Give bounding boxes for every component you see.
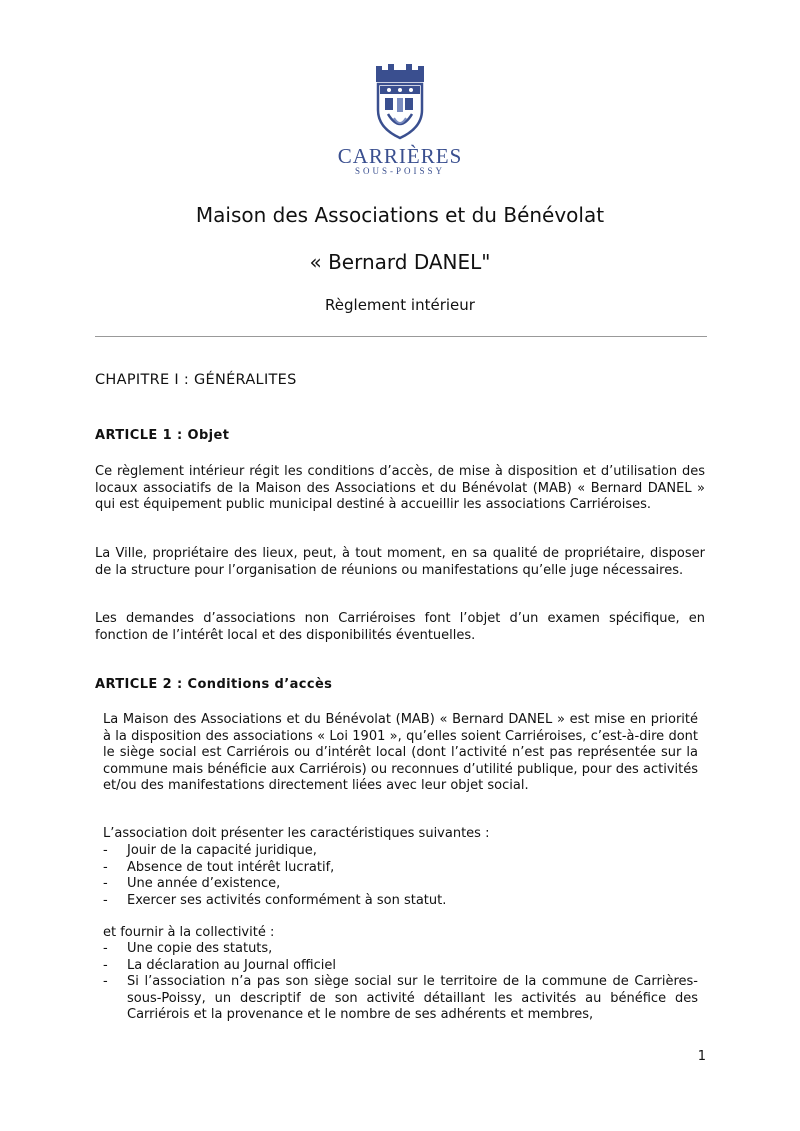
list-item xyxy=(103,876,698,893)
list-item-text: Jouir de la capacité juridique, xyxy=(127,843,317,858)
article-2-paragraph-2: L’association doit présenter les caractéristiques suivantes : xyxy=(103,826,490,841)
list-dash: - xyxy=(103,843,108,858)
list-item-text: Si l’association n’a pas son siège social sur le territoire de la commune de Carrières-sous-Poissy, un descriptif de son activité détaillant les activités au bénéfice des Carriérois et la provenance et le nombre de ses adhérents et membres, xyxy=(127,974,698,1023)
list-dash: - xyxy=(103,957,108,973)
article-2-paragraph-3: et fournir à la collectivité : xyxy=(103,925,275,940)
list-item xyxy=(103,843,698,860)
document-subtitle: Règlement intérieur xyxy=(325,296,475,314)
list-item xyxy=(103,941,698,958)
documents-list xyxy=(103,941,698,1024)
list-item-text: Une année d’existence, xyxy=(127,876,281,892)
article-2-paragraph-1: La Maison des Associations et du Bénévolat (MAB) « Bernard DANEL » est mise en priorité à la disposition des associations « Loi 1901 », qu’elles soient Carriéroises, c’est-à-dire dont le siège social est Carriérois ou d’intérêt local (dont l’activité n’est pas représentée sur la commune mais bénéficie aux Carriérois) ou reconnues d’utilité publique, pour des activités et/ou des manifestations directement liées avec leur objet social. xyxy=(103,712,698,794)
chapter-heading: CHAPITRE I : GÉNÉRALITES xyxy=(95,372,297,388)
header-divider xyxy=(95,336,707,337)
list-item xyxy=(103,860,698,877)
article-2-heading: ARTICLE 2 : Conditions d’accès xyxy=(95,677,333,692)
city-logo xyxy=(330,62,470,182)
article-1-paragraph-1: Ce règlement intérieur régit les conditions d’accès, de mise à disposition et d’utilisation des locaux associatifs de la Maison des Associations et du Bénévolat (MAB) « Bernard DANEL » qui est équipement public municipal destiné à accueillir les associations Carriéroises. xyxy=(95,464,705,513)
document-title: Maison des Associations et du Bénévolat xyxy=(195,203,605,227)
page-number: 1 xyxy=(697,1049,706,1064)
list-item xyxy=(103,974,698,1024)
coat-of-arms-icon xyxy=(373,62,427,140)
logo-city-subtitle: SOUS-POISSY xyxy=(354,166,446,176)
list-item xyxy=(103,958,698,975)
list-dash: - xyxy=(103,892,108,908)
list-item-text: Une copie des statuts, xyxy=(127,941,273,956)
list-dash: - xyxy=(103,941,108,956)
requirements-list xyxy=(103,843,698,909)
list-dash: - xyxy=(103,974,108,990)
article-1-heading: ARTICLE 1 : Objet xyxy=(95,428,230,443)
list-item xyxy=(103,893,698,910)
article-1-paragraph-2: La Ville, propriétaire des lieux, peut, à tout moment, en sa qualité de propriétaire, disposer de la structure pour l’organisation de réunions ou manifestations qu’elle juge nécessaires. xyxy=(95,546,705,578)
article-1-paragraph-3: Les demandes d’associations non Carriéroises font l’objet d’un examen spécifique, en fonction de l’intérêt local et des disponibilités éventuelles. xyxy=(95,611,705,643)
list-item-text: La déclaration au Journal officiel xyxy=(127,957,336,973)
list-item-text: Absence de tout intérêt lucratif, xyxy=(127,859,335,875)
list-dash: - xyxy=(103,876,108,892)
building-name: « Bernard DANEL" xyxy=(309,250,491,274)
list-dash: - xyxy=(103,859,108,875)
logo-city-name: CARRIÈRES xyxy=(337,144,463,168)
list-item-text: Exercer ses activités conformément à son statut. xyxy=(127,892,447,908)
